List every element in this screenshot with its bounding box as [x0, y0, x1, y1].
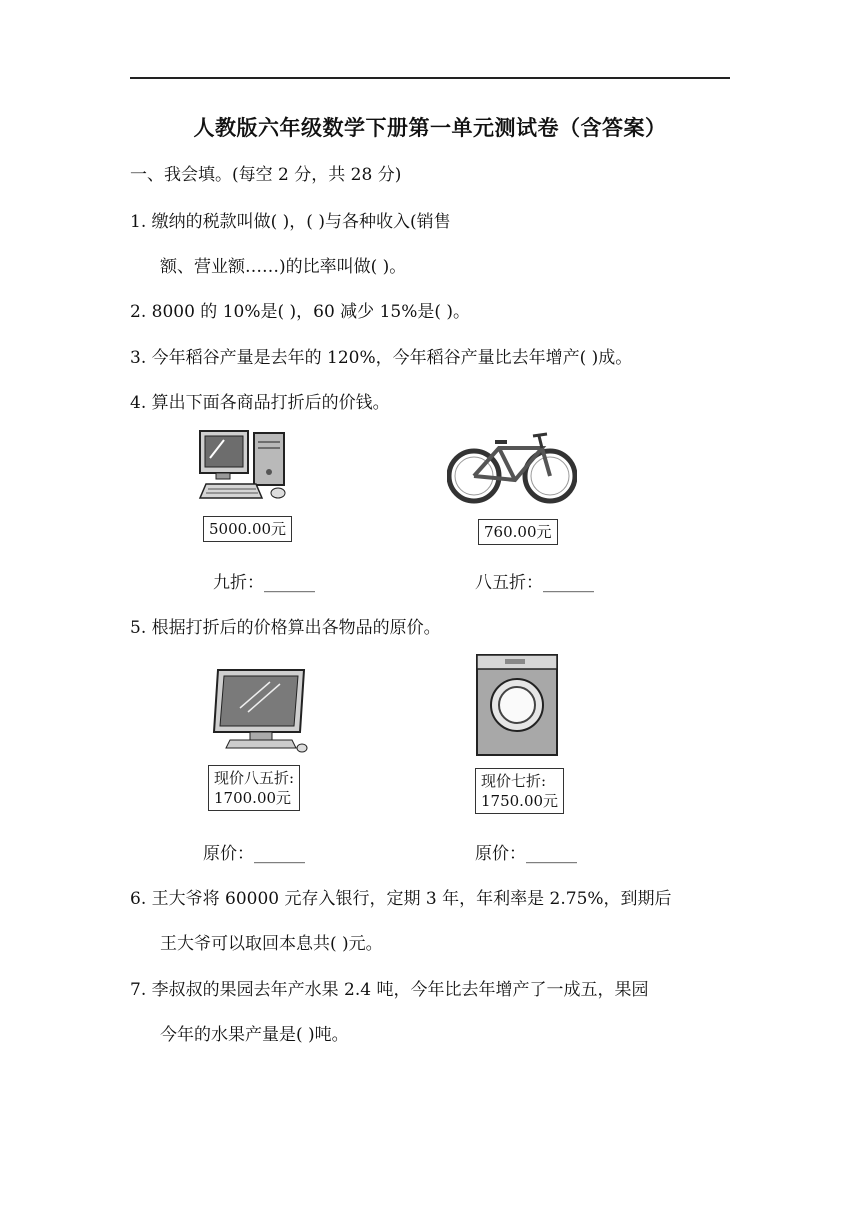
bike-price-tag: 760.00元	[478, 519, 558, 545]
question-6-line-1: 6. 王大爷将 60000 元存入银行，定期 3 年，年利率是 2.75%，到期后	[130, 889, 672, 909]
bicycle-icon	[447, 430, 577, 506]
monitor-price-tag	[208, 765, 300, 811]
monitor-original-answer: 原价：______	[203, 844, 305, 864]
computer-price-tag: 5000.00元	[203, 516, 292, 542]
monitor-tag-line-2: 1700.00元	[214, 789, 292, 807]
computer-discount-answer: 九折：______	[213, 573, 315, 593]
question-1-line-1: 1. 缴纳的税款叫做( )，( )与各种收入(销售	[130, 212, 451, 232]
question-2: 2. 8000 的 10%是( )，60 减少 15%是( )。	[130, 302, 471, 322]
question-1-line-2: 额、营业额……)的比率叫做( )。	[160, 257, 407, 277]
washer-tag-line-1: 现价七折:	[481, 772, 547, 790]
desktop-computer-icon	[198, 428, 294, 502]
question-6-line-2: 王大爷可以取回本息共( )元。	[160, 934, 383, 954]
lcd-monitor-icon	[210, 668, 310, 754]
washer-price-tag	[475, 768, 564, 814]
washing-machine-icon	[475, 653, 559, 757]
washer-original-answer: 原价：______	[475, 844, 577, 864]
question-4: 4. 算出下面各商品打折后的价钱。	[130, 393, 390, 413]
bike-discount-answer: 八五折：______	[475, 573, 594, 593]
header-rule	[130, 77, 730, 79]
question-7-line-1: 7. 李叔叔的果园去年产水果 2.4 吨，今年比去年增产了一成五，果园	[130, 980, 649, 1000]
washer-tag-line-2: 1750.00元	[481, 792, 559, 810]
section-heading: 一、我会填。(每空 2 分，共 28 分)	[130, 165, 402, 185]
question-3: 3. 今年稻谷产量是去年的 120%，今年稻谷产量比去年增产( )成。	[130, 348, 633, 368]
monitor-tag-line-1: 现价八五折:	[214, 769, 295, 787]
question-7-line-2: 今年的水果产量是( )吨。	[160, 1025, 349, 1045]
question-5: 5. 根据打折后的价格算出各物品的原价。	[130, 618, 441, 638]
page-title: 人教版六年级数学下册第一单元测试卷（含答案）	[193, 116, 667, 140]
